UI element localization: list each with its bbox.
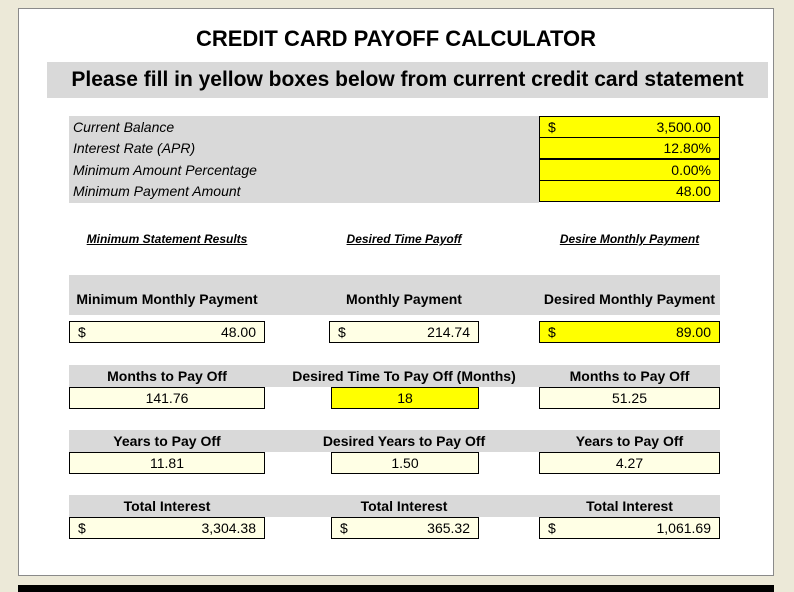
minimum-results-heading: Minimum Statement Results — [86, 232, 248, 246]
window-bottom-bar — [18, 585, 774, 592]
instruction-banner — [47, 62, 768, 98]
total-interest-label-desired-payment: Total Interest — [586, 498, 673, 514]
desired-monthly-payment-label: Desired Monthly Payment — [543, 291, 716, 307]
months-to-pay-off-label-minimum: Months to Pay Off — [107, 368, 227, 384]
page-title: CREDIT CARD PAYOFF CALCULATOR — [195, 26, 597, 51]
current-balance-value: 3,500.00 — [656, 119, 711, 135]
interest-rate-label: Interest Rate (APR) — [73, 140, 196, 156]
years-to-pay-off-label-desired: Years to Pay Off — [575, 433, 684, 449]
total-interest-minimum-value: $ 3,304.38 — [69, 517, 265, 539]
monthly-payment-label: Monthly Payment — [346, 291, 462, 307]
minimum-monthly-payment-value: $ 48.00 — [69, 321, 265, 343]
spreadsheet — [18, 8, 774, 576]
years-to-pay-off-minimum-value: 11.81 — [69, 452, 265, 474]
minimum-percentage-label: Minimum Amount Percentage — [73, 162, 257, 178]
current-balance-currency: $ — [548, 119, 556, 135]
months-to-pay-off-minimum-value: 141.76 — [69, 387, 265, 409]
desired-time-to-pay-off-label: Desired Time To Pay Off (Months) — [292, 368, 516, 384]
total-interest-desired-time-value: $ 365.32 — [331, 517, 479, 539]
interest-rate-input[interactable] — [539, 137, 720, 159]
minimum-payment-input[interactable] — [539, 180, 720, 202]
desired-monthly-payment-input[interactable]: $ 89.00 — [539, 321, 720, 343]
desired-payment-heading: Desire Monthly Payment — [559, 232, 700, 246]
desired-years-to-pay-off-label: Desired Years to Pay Off — [322, 433, 486, 449]
years-to-pay-off-label-minimum: Years to Pay Off — [113, 433, 221, 449]
desired-years-value: 1.50 — [331, 452, 479, 474]
instruction-text: Please fill in yellow boxes below from current credit card statement — [71, 68, 744, 91]
total-interest-label-minimum: Total Interest — [123, 498, 211, 514]
minimum-monthly-payment-label: Minimum Monthly Payment — [76, 291, 258, 307]
months-to-pay-off-desired-value: 51.25 — [539, 387, 720, 409]
total-interest-desired-payment-value: $ 1,061.69 — [539, 517, 720, 539]
current-balance-label: Current Balance — [73, 119, 175, 135]
minimum-percentage-input[interactable] — [539, 159, 720, 181]
months-to-pay-off-label-desired: Months to Pay Off — [569, 368, 690, 384]
years-to-pay-off-desired-value: 4.27 — [539, 452, 720, 474]
current-balance-input[interactable] — [539, 116, 720, 138]
desired-time-heading: Desired Time Payoff — [346, 232, 462, 246]
monthly-payment-value: $ 214.74 — [329, 321, 479, 343]
minimum-percentage-value: 0.00% — [671, 162, 711, 178]
interest-rate-value: 12.80% — [663, 140, 711, 156]
total-interest-label-desired-time: Total Interest — [360, 498, 448, 514]
desired-time-months-input[interactable]: 18 — [331, 387, 479, 409]
minimum-payment-label: Minimum Payment Amount — [73, 183, 241, 199]
minimum-payment-value: 48.00 — [675, 183, 711, 199]
